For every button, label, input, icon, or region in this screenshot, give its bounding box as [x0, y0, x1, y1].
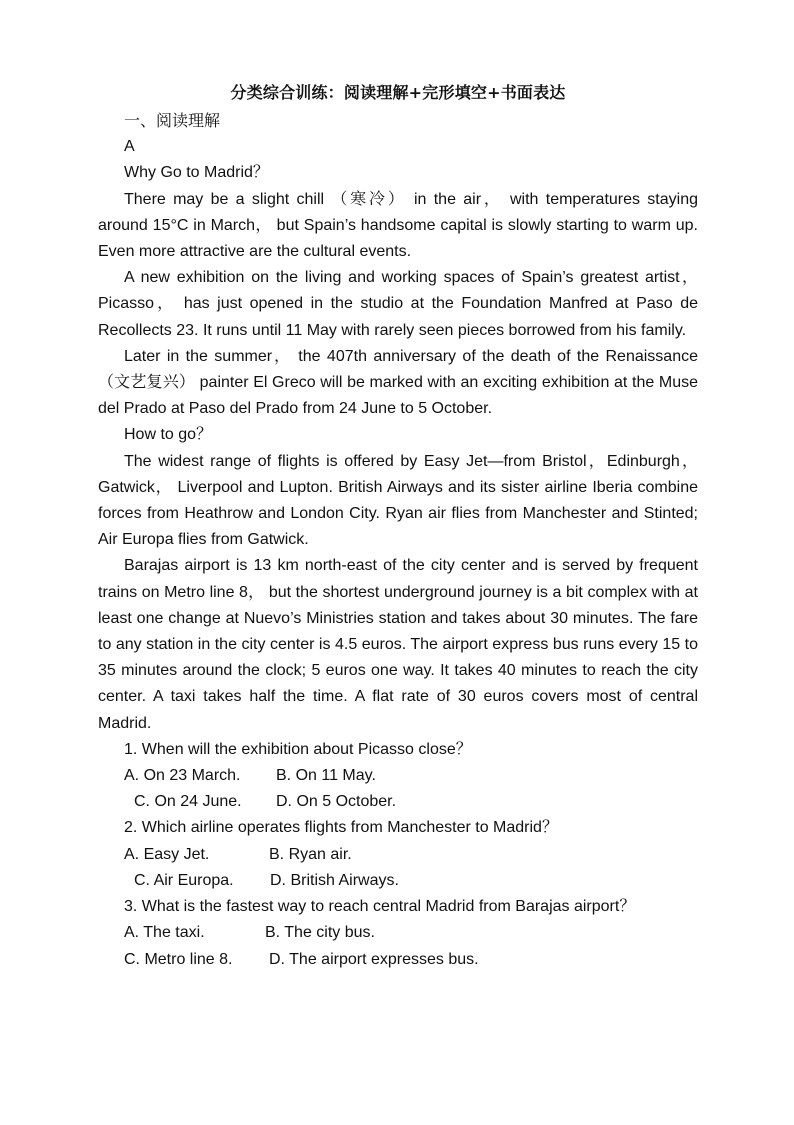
question-stem: 2. Which airline operates flights from Manchester to Madrid？	[124, 819, 558, 837]
section-heading: 一、阅读理解	[124, 111, 221, 130]
passage-label: A	[124, 138, 135, 156]
option: D. British Airways.	[270, 871, 399, 889]
paragraph: Later in the summer， the 407th anniversary of the death of the Renaissance （文艺复兴） painter El Greco will be marked with an exciting exhibition at the Muse del Prado at Paso del Prado from 24 June to 5 October.	[98, 347, 698, 418]
option: B. On 11 May.	[276, 767, 376, 785]
option: A. On 23 March.	[124, 767, 241, 785]
page-title: 分类综合训练：阅读理解+完形填空+书面表达	[230, 83, 566, 102]
option: A. The taxi.	[124, 924, 205, 942]
option: D. The airport expresses bus.	[269, 950, 479, 968]
option: D. On 5 October.	[276, 793, 397, 811]
paragraph: There may be a slight chill （寒冷） in the air， with temperatures staying around 15°C in March， but Spain’s handsome capital is slowly starting to warm up. Even more attractive are the cultural events.	[98, 190, 698, 261]
passage-title: Why Go to Madrid？	[124, 164, 269, 182]
option: C. On 24 June.	[134, 793, 242, 811]
paragraph: Barajas airport is 13 km north-east of the city center and is served by frequent trains on Metro line 8， but the shortest underground journey is a bit complex with at least one change at Nuevo’s Ministries station and takes about 30 minutes. The fare to any station in the city center is 4.5 euros. The airport express bus runs every 15 to 35 minutes around the clock; 5 euros one way. It takes 40 minutes to reach the city center. A taxi takes half the time. A flat rate of 30 euros covers most of central Madrid.	[98, 557, 698, 732]
option-row	[98, 920, 698, 946]
option-row	[98, 789, 698, 815]
option-row	[98, 842, 698, 868]
option-row	[98, 947, 698, 973]
option-row	[98, 868, 698, 894]
option: A. Easy Jet.	[124, 845, 210, 863]
option: C. Metro line 8.	[124, 950, 233, 968]
option-row	[98, 763, 698, 789]
option: B. The city bus.	[265, 924, 375, 942]
question-stem: 1. When will the exhibition about Picasso close？	[124, 740, 472, 758]
option: C. Air Europa.	[134, 871, 234, 889]
document-page	[98, 80, 698, 973]
option: B. Ryan air.	[269, 845, 352, 863]
subheading-how-to-go: How to go？	[124, 426, 213, 444]
paragraph: The widest range of flights is offered by Easy Jet—from Bristol，Edinburgh， Gatwick， Liverpool and Lupton. British Airways and its sister airline Iberia combine forces from Heathrow and London City. Ryan air flies from Manchester and Stinted; Air Europa flies from Gatwick.	[98, 452, 698, 549]
paragraph: A new exhibition on the living and working spaces of Spain’s greatest artist，Picasso， has just opened in the studio at the Foundation Manfred at Paso de Recollects 23. It runs until 11 May with rarely seen pieces borrowed from his family.	[98, 269, 698, 339]
question-stem: 3. What is the fastest way to reach central Madrid from Barajas airport？	[124, 898, 636, 916]
